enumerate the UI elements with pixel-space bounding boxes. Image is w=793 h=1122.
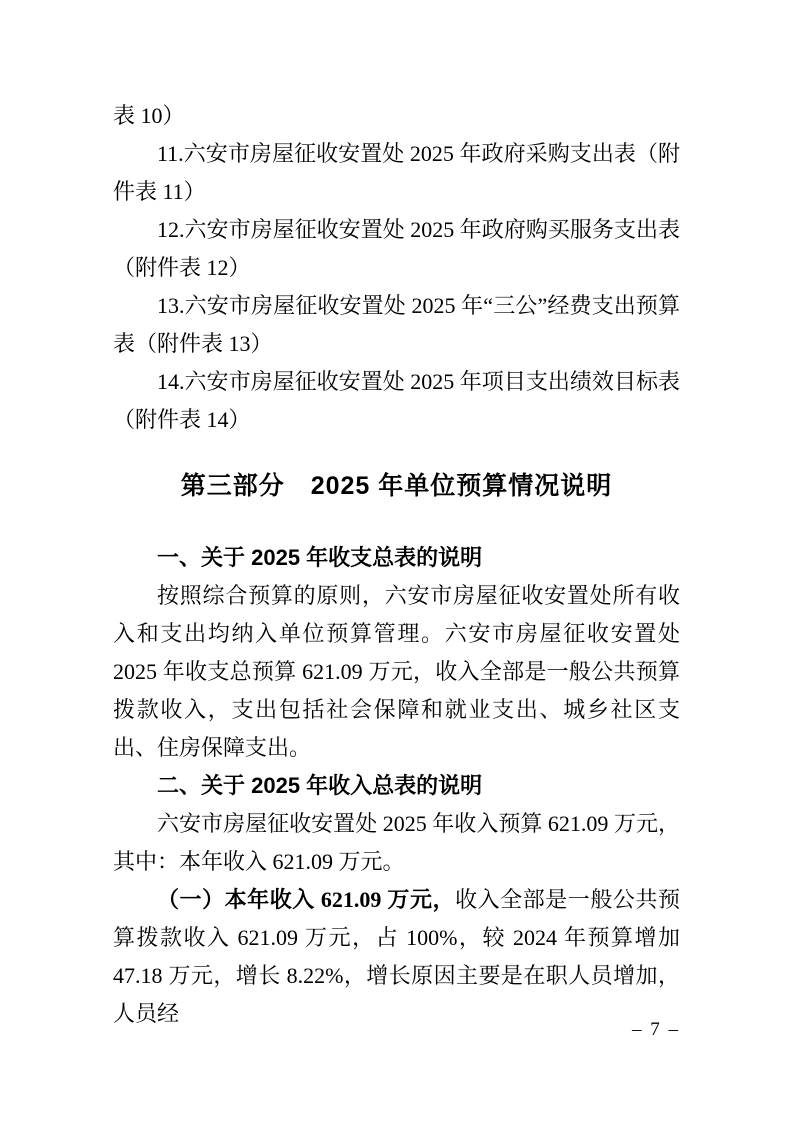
subitem-1-bold-lead: （一）本年收入 621.09 万元， <box>157 887 456 912</box>
section-1-heading: 一、关于 2025 年收支总表的说明 <box>157 545 483 570</box>
section-1-body-paragraph: 按照综合预算的原则，六安市房屋征收安置处所有收入和支出均纳入单位预算管理。六安市房屋征收安置处 2025 年收支总预算 621.09 万元，收入全部是一般公共预算拨款收入，支出包括社会保障和就业支出、城乡社区支出、住房保障支出。 <box>113 583 680 760</box>
attachment-item-11: 11.六安市房屋征收安置处 2025 年政府采购支出表（附件表 11） <box>113 141 680 204</box>
page-number: – 7 – <box>632 1019 680 1040</box>
attachment-item-13: 13.六安市房屋征收安置处 2025 年“三公”经费支出预算表（附件表 13） <box>113 293 680 356</box>
attachment-item-12: 12.六安市房屋征收安置处 2025 年政府购买服务支出表（附件表 12） <box>113 217 680 280</box>
attachment-item-14: 14.六安市房屋征收安置处 2025 年项目支出绩效目标表（附件表 14） <box>113 369 680 432</box>
page-content <box>113 97 680 1033</box>
part-heading: 第三部分 2025 年单位预算情况说明 <box>180 472 613 500</box>
section-2-heading: 二、关于 2025 年收入总表的说明 <box>157 773 483 798</box>
subitem-1-rest-text: 收入全部是一般公共预算拨款收入 621.09 万元，占 100%，较 2024 年预算增加 47.18 万元，增长 8.22%，增长原因主要是在职人员增加，人员经 <box>113 887 680 1026</box>
attachment-list-continuation-line: 表 10） <box>113 103 185 128</box>
section-2-body-paragraph: 六安市房屋征收安置处 2025 年收入预算 621.09 万元，其中：本年收入 621.09 万元。 <box>113 811 680 874</box>
section-2-subitem-1-paragraph <box>113 881 680 1033</box>
